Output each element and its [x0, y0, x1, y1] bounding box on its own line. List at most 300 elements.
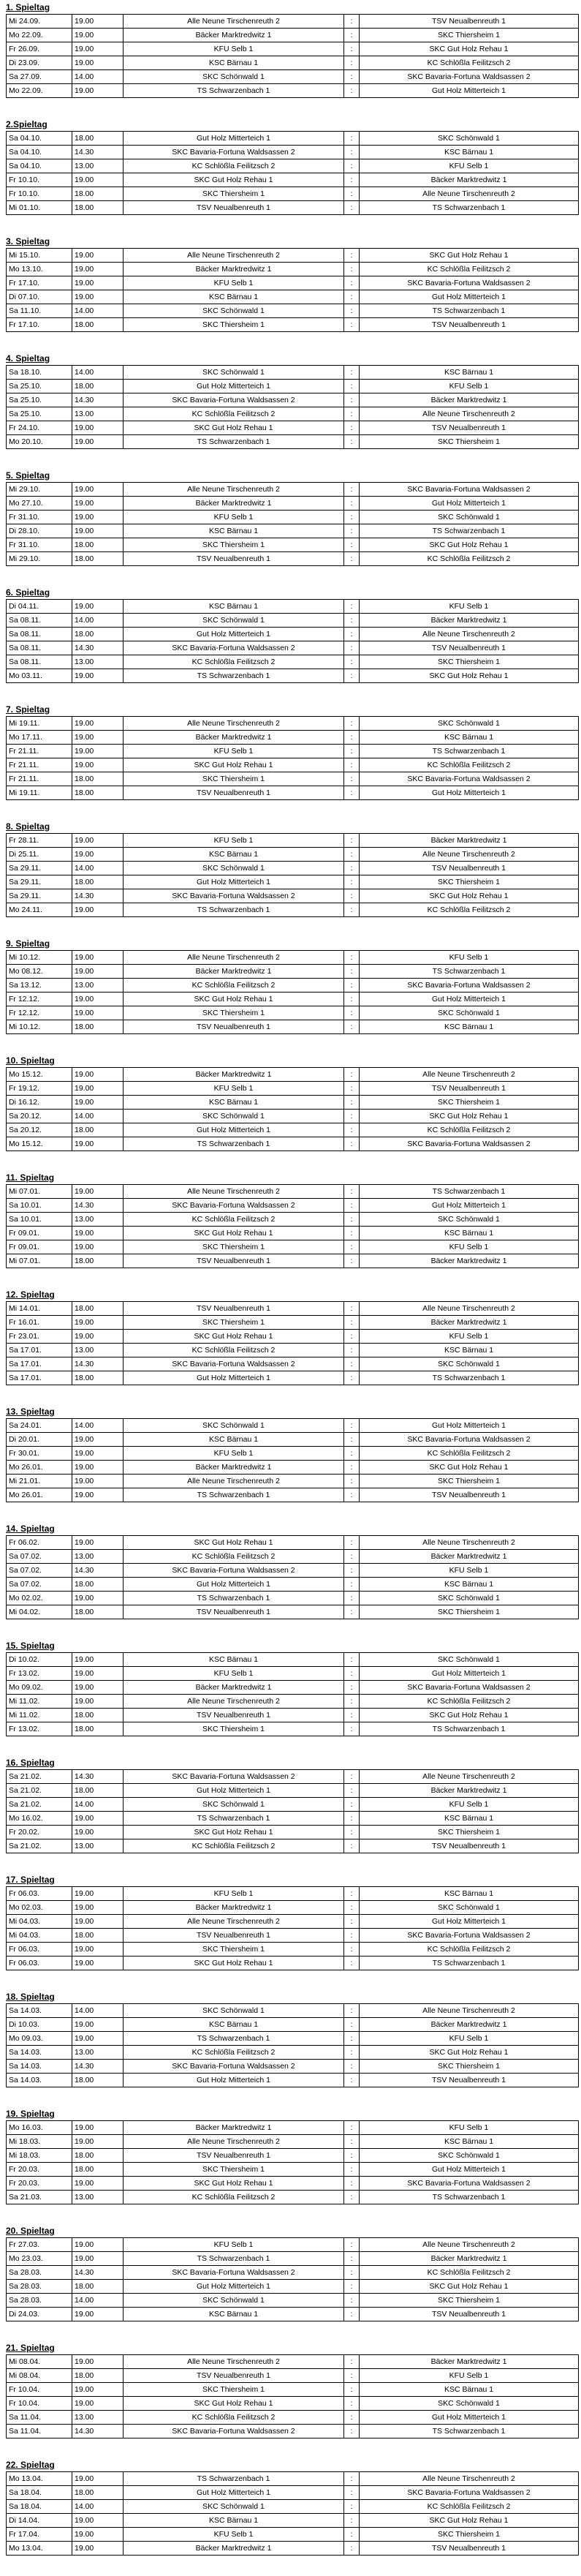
table-row — [7, 15, 579, 29]
spieltag-title: 12. Spieltag — [6, 1289, 55, 1300]
score-separator: : — [344, 1461, 360, 1475]
score-separator: : — [344, 2191, 360, 2204]
game-date: Mi 04.03. — [7, 1915, 72, 1929]
game-time: 19.00 — [72, 1227, 124, 1240]
game-time: 19.00 — [72, 1667, 124, 1681]
table-row — [7, 29, 579, 42]
away-team: Gut Holz Mitterteich 1 — [360, 1667, 579, 1681]
home-team: SKC Gut Holz Rehau 1 — [124, 1227, 344, 1240]
away-team: KSC Bärnau 1 — [360, 2135, 579, 2149]
game-time: 18.00 — [72, 1709, 124, 1722]
score-separator: : — [344, 1344, 360, 1357]
away-team: SKC Bavaria-Fortuna Waldsassen 2 — [360, 1433, 579, 1447]
games-table — [6, 1184, 579, 1268]
score-separator: : — [344, 2514, 360, 2528]
score-separator: : — [344, 903, 360, 917]
score-separator: : — [344, 1536, 360, 1550]
home-team: Alle Neune Tirschenreuth 2 — [124, 2355, 344, 2369]
score-separator: : — [344, 2046, 360, 2060]
table-row — [7, 2046, 579, 2060]
table-row — [7, 2060, 579, 2074]
score-separator: : — [344, 2177, 360, 2191]
game-date: Mo 15.12. — [7, 1137, 72, 1151]
score-separator: : — [344, 318, 360, 332]
score-separator: : — [344, 2472, 360, 2486]
game-date: Fr 10.04. — [7, 2383, 72, 2397]
score-separator: : — [344, 249, 360, 263]
score-separator: : — [344, 1475, 360, 1488]
table-row — [7, 993, 579, 1006]
score-separator: : — [344, 1709, 360, 1722]
game-date: Di 28.10. — [7, 524, 72, 538]
table-row — [7, 538, 579, 552]
home-team: KSC Bärnau 1 — [124, 56, 344, 70]
score-separator: : — [344, 2308, 360, 2321]
home-team: SKC Bavaria-Fortuna Waldsassen 2 — [124, 641, 344, 655]
away-team: SKC Thiersheim 1 — [360, 29, 579, 42]
game-date: Sa 10.01. — [7, 1199, 72, 1213]
game-time: 14.30 — [72, 393, 124, 407]
score-separator: : — [344, 366, 360, 380]
home-team: KC Schlößla Feilitzsch 2 — [124, 159, 344, 173]
game-date: Mi 29.10. — [7, 552, 72, 566]
table-row — [7, 786, 579, 800]
table-row — [7, 1433, 579, 1447]
score-separator: : — [344, 758, 360, 772]
score-separator: : — [344, 2266, 360, 2280]
score-separator: : — [344, 263, 360, 276]
score-separator: : — [344, 84, 360, 98]
score-separator: : — [344, 524, 360, 538]
home-team: KSC Bärnau 1 — [124, 2018, 344, 2032]
table-row — [7, 187, 579, 201]
score-separator: : — [344, 304, 360, 318]
home-team: SKC Schönwald 1 — [124, 2294, 344, 2308]
spieltag-block — [6, 2342, 576, 2459]
table-row — [7, 304, 579, 318]
game-time: 19.00 — [72, 483, 124, 497]
home-team: KSC Bärnau 1 — [124, 524, 344, 538]
away-team: Bäcker Marktredwitz 1 — [360, 2252, 579, 2266]
spieltag-title: 21. Spieltag — [6, 2343, 55, 2353]
game-date: Sa 13.12. — [7, 979, 72, 993]
home-team: KC Schlößla Feilitzsch 2 — [124, 1344, 344, 1357]
game-date: Mo 26.01. — [7, 1461, 72, 1475]
score-separator: : — [344, 1957, 360, 1970]
score-separator: : — [344, 1302, 360, 1316]
table-row — [7, 2238, 579, 2252]
game-time: 18.00 — [72, 2369, 124, 2383]
score-separator: : — [344, 1943, 360, 1957]
away-team: Alle Neune Tirschenreuth 2 — [360, 1068, 579, 1082]
table-row — [7, 2252, 579, 2266]
spieltag-title: 11. Spieltag — [6, 1172, 55, 1183]
game-date: Mi 18.03. — [7, 2149, 72, 2163]
score-separator: : — [344, 1227, 360, 1240]
game-time: 19.00 — [72, 1068, 124, 1082]
table-row — [7, 1839, 579, 1853]
table-row — [7, 1240, 579, 1254]
score-separator: : — [344, 2121, 360, 2135]
game-date: Sa 14.03. — [7, 2060, 72, 2074]
away-team: SKC Thiersheim 1 — [360, 875, 579, 889]
game-date: Mo 13.10. — [7, 263, 72, 276]
home-team: Bäcker Marktredwitz 1 — [124, 497, 344, 511]
score-separator: : — [344, 2238, 360, 2252]
spieltag-title: 18. Spieltag — [6, 1992, 55, 2002]
home-team: KC Schlößla Feilitzsch 2 — [124, 1839, 344, 1853]
game-date: Mo 17.11. — [7, 731, 72, 745]
score-separator: : — [344, 1798, 360, 1812]
away-team: TSV Neualbenreuth 1 — [360, 862, 579, 875]
away-team: SKC Gut Holz Rehau 1 — [360, 2280, 579, 2294]
game-date: Sa 04.10. — [7, 132, 72, 146]
game-time: 19.00 — [72, 1957, 124, 1970]
score-separator: : — [344, 2060, 360, 2074]
home-team: SKC Thiersheim 1 — [124, 1006, 344, 1020]
table-row — [7, 1784, 579, 1798]
game-date: Mi 19.11. — [7, 786, 72, 800]
score-separator: : — [344, 1722, 360, 1736]
table-row — [7, 393, 579, 407]
spieltag-block — [6, 1523, 576, 1640]
home-team: SKC Schönwald 1 — [124, 1110, 344, 1123]
score-separator: : — [344, 786, 360, 800]
table-row — [7, 2528, 579, 2542]
table-row — [7, 1564, 579, 1578]
game-date: Mi 11.02. — [7, 1709, 72, 1722]
score-separator: : — [344, 993, 360, 1006]
away-team: TSV Neualbenreuth 1 — [360, 421, 579, 435]
home-team: Bäcker Marktredwitz 1 — [124, 263, 344, 276]
game-date: Fr 21.11. — [7, 758, 72, 772]
away-team: Gut Holz Mitterteich 1 — [360, 2163, 579, 2177]
game-time: 19.00 — [72, 848, 124, 862]
score-separator: : — [344, 290, 360, 304]
table-row — [7, 1578, 579, 1592]
game-time: 19.00 — [72, 2383, 124, 2397]
score-separator: : — [344, 421, 360, 435]
away-team: TS Schwarzenbach 1 — [360, 2425, 579, 2438]
game-date: Fr 21.11. — [7, 772, 72, 786]
table-row — [7, 2355, 579, 2369]
spieltag-block — [6, 2225, 576, 2342]
home-team: Alle Neune Tirschenreuth 2 — [124, 717, 344, 731]
game-time: 19.00 — [72, 1887, 124, 1901]
game-date: Mi 08.04. — [7, 2369, 72, 2383]
table-row — [7, 1227, 579, 1240]
table-row — [7, 1185, 579, 1199]
game-date: Mo 09.03. — [7, 2032, 72, 2046]
score-separator: : — [344, 1068, 360, 1082]
game-time: 18.00 — [72, 538, 124, 552]
game-date: Fr 06.03. — [7, 1943, 72, 1957]
game-date: Sa 14.03. — [7, 2074, 72, 2087]
game-time: 19.00 — [72, 669, 124, 683]
game-time: 19.00 — [72, 42, 124, 56]
away-team: Bäcker Marktredwitz 1 — [360, 1784, 579, 1798]
games-table — [6, 1418, 579, 1502]
away-team: SKC Thiersheim 1 — [360, 2294, 579, 2308]
home-team: TS Schwarzenbach 1 — [124, 435, 344, 449]
score-separator: : — [344, 407, 360, 421]
home-team: Bäcker Marktredwitz 1 — [124, 1461, 344, 1475]
game-time: 13.00 — [72, 655, 124, 669]
home-team: KFU Selb 1 — [124, 834, 344, 848]
home-team: TSV Neualbenreuth 1 — [124, 1254, 344, 1268]
game-time: 19.00 — [72, 1006, 124, 1020]
game-time: 19.00 — [72, 56, 124, 70]
game-time: 14.00 — [72, 1798, 124, 1812]
score-separator: : — [344, 56, 360, 70]
game-time: 19.00 — [72, 173, 124, 187]
game-date: Sa 21.02. — [7, 1770, 72, 1784]
game-time: 14.00 — [72, 366, 124, 380]
spieltag-title: 4. Spieltag — [6, 353, 50, 364]
game-date: Fr 10.04. — [7, 2397, 72, 2411]
table-row — [7, 132, 579, 146]
table-row — [7, 2266, 579, 2280]
game-time: 19.00 — [72, 758, 124, 772]
away-team: KC Schlößla Feilitzsch 2 — [360, 758, 579, 772]
away-team: KC Schlößla Feilitzsch 2 — [360, 2266, 579, 2280]
table-row — [7, 1006, 579, 1020]
home-team: Bäcker Marktredwitz 1 — [124, 29, 344, 42]
game-time: 19.00 — [72, 745, 124, 758]
home-team: SKC Schönwald 1 — [124, 366, 344, 380]
away-team: KSC Bärnau 1 — [360, 1812, 579, 1826]
table-row — [7, 380, 579, 393]
game-time: 19.00 — [72, 435, 124, 449]
home-team: SKC Thiersheim 1 — [124, 2163, 344, 2177]
table-row — [7, 717, 579, 731]
home-team: SKC Thiersheim 1 — [124, 1722, 344, 1736]
game-time: 19.00 — [72, 2397, 124, 2411]
spieltag-title: 13. Spieltag — [6, 1406, 55, 1417]
table-row — [7, 1461, 579, 1475]
score-separator: : — [344, 2032, 360, 2046]
table-row — [7, 951, 579, 965]
game-time: 19.00 — [72, 524, 124, 538]
table-row — [7, 1357, 579, 1371]
away-team: TSV Neualbenreuth 1 — [360, 15, 579, 29]
away-team: Alle Neune Tirschenreuth 2 — [360, 2004, 579, 2018]
spieltag-block — [6, 353, 576, 470]
spieltag-title: 17. Spieltag — [6, 1875, 55, 1885]
home-team: SKC Schönwald 1 — [124, 304, 344, 318]
game-time: 14.00 — [72, 304, 124, 318]
away-team: KSC Bärnau 1 — [360, 1578, 579, 1592]
away-team: KSC Bärnau 1 — [360, 1020, 579, 1034]
game-time: 14.00 — [72, 614, 124, 628]
game-time: 18.00 — [72, 2163, 124, 2177]
away-team: KSC Bärnau 1 — [360, 1887, 579, 1901]
away-team: Bäcker Marktredwitz 1 — [360, 834, 579, 848]
game-time: 18.00 — [72, 1254, 124, 1268]
games-table — [6, 248, 579, 332]
game-time: 19.00 — [72, 2355, 124, 2369]
game-date: Mi 19.11. — [7, 717, 72, 731]
table-row — [7, 862, 579, 875]
home-team: Bäcker Marktredwitz 1 — [124, 1681, 344, 1695]
game-date: Mo 20.10. — [7, 435, 72, 449]
games-table — [6, 1535, 579, 1619]
score-separator: : — [344, 1592, 360, 1605]
home-team: TS Schwarzenbach 1 — [124, 84, 344, 98]
game-date: Sa 07.02. — [7, 1564, 72, 1578]
game-time: 18.00 — [72, 1784, 124, 1798]
score-separator: : — [344, 201, 360, 215]
game-date: Di 07.10. — [7, 290, 72, 304]
game-date: Fr 30.01. — [7, 1447, 72, 1461]
spieltag-title: 19. Spieltag — [6, 2109, 55, 2119]
score-separator: : — [344, 1915, 360, 1929]
game-date: Mi 29.10. — [7, 483, 72, 497]
score-separator: : — [344, 1550, 360, 1564]
away-team: Gut Holz Mitterteich 1 — [360, 497, 579, 511]
games-table — [6, 365, 579, 449]
score-separator: : — [344, 42, 360, 56]
away-team: TSV Neualbenreuth 1 — [360, 1839, 579, 1853]
table-row — [7, 758, 579, 772]
game-time: 19.00 — [72, 834, 124, 848]
away-team: SKC Schönwald 1 — [360, 1901, 579, 1915]
game-time: 14.30 — [72, 1770, 124, 1784]
away-team: SKC Gut Holz Rehau 1 — [360, 2046, 579, 2060]
score-separator: : — [344, 393, 360, 407]
score-separator: : — [344, 2004, 360, 2018]
game-time: 19.00 — [72, 1592, 124, 1605]
game-time: 14.00 — [72, 2004, 124, 2018]
game-time: 19.00 — [72, 2472, 124, 2486]
home-team: SKC Bavaria-Fortuna Waldsassen 2 — [124, 2425, 344, 2438]
home-team: Gut Holz Mitterteich 1 — [124, 2074, 344, 2087]
table-row — [7, 1082, 579, 1096]
game-time: 19.00 — [72, 2135, 124, 2149]
home-team: SKC Schönwald 1 — [124, 1419, 344, 1433]
score-separator: : — [344, 187, 360, 201]
game-time: 19.00 — [72, 497, 124, 511]
game-time: 19.00 — [72, 1943, 124, 1957]
away-team: TSV Neualbenreuth 1 — [360, 2074, 579, 2087]
game-date: Fr 06.02. — [7, 1536, 72, 1550]
away-team: TSV Neualbenreuth 1 — [360, 318, 579, 332]
games-table — [6, 2120, 579, 2204]
table-row — [7, 1653, 579, 1667]
game-date: Sa 18.04. — [7, 2500, 72, 2514]
game-date: Sa 17.01. — [7, 1344, 72, 1357]
game-time: 18.00 — [72, 628, 124, 641]
spieltag-title: 7. Spieltag — [6, 704, 50, 715]
game-date: Sa 08.11. — [7, 641, 72, 655]
spieltag-block — [6, 938, 576, 1055]
home-team: Gut Holz Mitterteich 1 — [124, 1371, 344, 1385]
table-row — [7, 2004, 579, 2018]
game-date: Sa 11.04. — [7, 2411, 72, 2425]
game-date: Sa 14.03. — [7, 2046, 72, 2060]
table-row — [7, 84, 579, 98]
game-time: 19.00 — [72, 84, 124, 98]
game-time: 19.00 — [72, 2308, 124, 2321]
table-row — [7, 1943, 579, 1957]
game-date: Di 24.03. — [7, 2308, 72, 2321]
game-time: 19.00 — [72, 2018, 124, 2032]
home-team: SKC Bavaria-Fortuna Waldsassen 2 — [124, 1564, 344, 1578]
spieltag-title: 2.Spieltag — [6, 119, 48, 129]
game-time: 18.00 — [72, 1722, 124, 1736]
game-date: Sa 21.02. — [7, 1839, 72, 1853]
game-date: Fr 20.03. — [7, 2177, 72, 2191]
table-row — [7, 1068, 579, 1082]
game-date: Mi 10.12. — [7, 951, 72, 965]
away-team: KC Schlößla Feilitzsch 2 — [360, 1943, 579, 1957]
score-separator: : — [344, 717, 360, 731]
away-team: SKC Gut Holz Rehau 1 — [360, 1461, 579, 1475]
home-team: KFU Selb 1 — [124, 2528, 344, 2542]
table-row — [7, 965, 579, 979]
away-team: KSC Bärnau 1 — [360, 146, 579, 159]
away-team: Alle Neune Tirschenreuth 2 — [360, 187, 579, 201]
home-team: KFU Selb 1 — [124, 1667, 344, 1681]
home-team: TSV Neualbenreuth 1 — [124, 1605, 344, 1619]
game-time: 13.00 — [72, 1344, 124, 1357]
away-team: SKC Gut Holz Rehau 1 — [360, 1709, 579, 1722]
table-row — [7, 2135, 579, 2149]
table-row — [7, 1798, 579, 1812]
score-separator: : — [344, 1839, 360, 1853]
game-time: 19.00 — [72, 903, 124, 917]
home-team: SKC Bavaria-Fortuna Waldsassen 2 — [124, 1357, 344, 1371]
games-table — [6, 1769, 579, 1853]
game-date: Mi 11.02. — [7, 1695, 72, 1709]
away-team: KSC Bärnau 1 — [360, 1227, 579, 1240]
spieltag-block — [6, 470, 576, 587]
game-date: Sa 08.11. — [7, 628, 72, 641]
score-separator: : — [344, 483, 360, 497]
game-time: 14.30 — [72, 641, 124, 655]
score-separator: : — [344, 2411, 360, 2425]
score-separator: : — [344, 1213, 360, 1227]
game-date: Mi 01.10. — [7, 201, 72, 215]
games-table — [6, 14, 579, 98]
home-team: KFU Selb 1 — [124, 276, 344, 290]
home-team: KSC Bärnau 1 — [124, 600, 344, 614]
table-row — [7, 2191, 579, 2204]
table-row — [7, 2514, 579, 2528]
spieltag-title: 8. Spieltag — [6, 821, 50, 832]
game-time: 18.00 — [72, 201, 124, 215]
away-team: SKC Bavaria-Fortuna Waldsassen 2 — [360, 1137, 579, 1151]
game-time: 18.00 — [72, 772, 124, 786]
score-separator: : — [344, 2018, 360, 2032]
home-team: Bäcker Marktredwitz 1 — [124, 731, 344, 745]
home-team: TSV Neualbenreuth 1 — [124, 786, 344, 800]
home-team: TSV Neualbenreuth 1 — [124, 2369, 344, 2383]
game-time: 19.00 — [72, 717, 124, 731]
away-team: Bäcker Marktredwitz 1 — [360, 614, 579, 628]
away-team: SKC Bavaria-Fortuna Waldsassen 2 — [360, 276, 579, 290]
home-team: SKC Thiersheim 1 — [124, 772, 344, 786]
table-row — [7, 1447, 579, 1461]
score-separator: : — [344, 979, 360, 993]
game-time: 14.30 — [72, 2060, 124, 2074]
away-team: Gut Holz Mitterteich 1 — [360, 786, 579, 800]
game-date: Sa 07.02. — [7, 1578, 72, 1592]
home-team: SKC Schönwald 1 — [124, 2004, 344, 2018]
table-row — [7, 1419, 579, 1433]
away-team: TS Schwarzenbach 1 — [360, 745, 579, 758]
score-separator: : — [344, 380, 360, 393]
